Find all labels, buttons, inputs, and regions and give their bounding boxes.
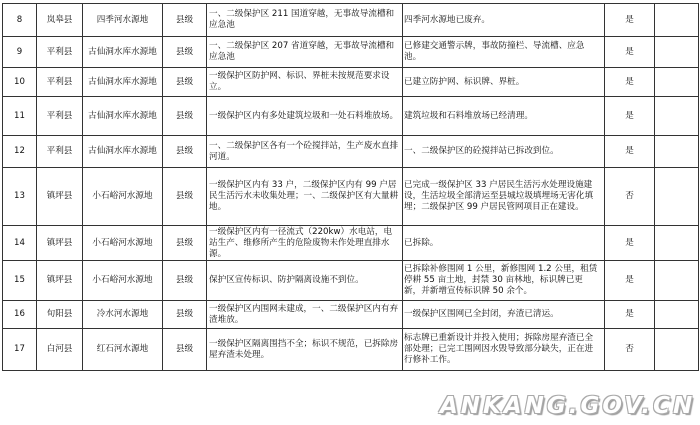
water-source-cell: 四季河水源地 <box>83 4 163 37</box>
problem-cell: 一级保护区内有一径流式（220kw）水电站，电站生产、维修所产生的危险废物未作处理直排水源。 <box>207 226 403 261</box>
row-number-cell: 10 <box>3 68 37 97</box>
completed-cell: 是 <box>605 136 655 168</box>
row-number-cell: 14 <box>3 226 37 261</box>
problem-cell: 一级保护区内有多处建筑垃圾和一处石料堆放场。 <box>207 97 403 136</box>
level-cell: 县级 <box>163 97 207 136</box>
table-row <box>3 68 699 97</box>
water-source-cell: 冷水河水源地 <box>83 301 163 329</box>
level-cell: 县级 <box>163 68 207 97</box>
water-source-cell: 小石峪河水源地 <box>83 168 163 226</box>
row-number-cell: 15 <box>3 261 37 301</box>
blank-cell <box>655 97 699 136</box>
blank-cell <box>655 168 699 226</box>
measure-cell: 四季河水源地已废弃。 <box>403 4 605 37</box>
site-watermark: ANKANG.GOV.CN <box>440 393 696 419</box>
measure-cell: 已修建交通警示牌，事故防撞栏、导流槽、应急池。 <box>403 37 605 68</box>
water-source-cell: 小石峪河水源地 <box>83 226 163 261</box>
completed-cell: 是 <box>605 4 655 37</box>
row-number-cell: 8 <box>3 4 37 37</box>
county-cell: 岚皋县 <box>37 4 83 37</box>
water-source-cell: 古仙洞水库水源地 <box>83 37 163 68</box>
blank-cell <box>655 261 699 301</box>
county-cell: 平利县 <box>37 68 83 97</box>
level-cell: 县级 <box>163 136 207 168</box>
problem-cell: 一、二级保护区 207 省道穿越，无事故导流槽和应急池 <box>207 37 403 68</box>
measure-cell: 标志牌已重新设计并投入使用；拆除房屋弃渣已全部处理；已完工围网因水毁导致部分缺失，正在进行修补工作。 <box>403 329 605 371</box>
measure-cell: 一、二级保护区的砼搅拌站已拆改到位。 <box>403 136 605 168</box>
measure-cell: 已建立防护网、标识牌、界桩。 <box>403 68 605 97</box>
row-number-cell: 16 <box>3 301 37 329</box>
table-row <box>3 329 699 371</box>
completed-cell: 是 <box>605 97 655 136</box>
problem-cell: 保护区宣传标识、防护隔离设施不到位。 <box>207 261 403 301</box>
problem-cell: 一级保护区内围网未建成，一、二级保护区内有弃渣堆放。 <box>207 301 403 329</box>
problem-cell: 一级保护区防护网、标识、界桩未按规范要求设立。 <box>207 68 403 97</box>
completed-cell: 否 <box>605 329 655 371</box>
table-row <box>3 301 699 329</box>
county-cell: 镇坪县 <box>37 261 83 301</box>
county-cell: 平利县 <box>37 97 83 136</box>
water-source-cell: 小石峪河水源地 <box>83 261 163 301</box>
county-cell: 旬阳县 <box>37 301 83 329</box>
level-cell: 县级 <box>163 261 207 301</box>
completed-cell: 是 <box>605 226 655 261</box>
table-body <box>3 4 699 371</box>
level-cell: 县级 <box>163 4 207 37</box>
measure-cell: 已拆除。 <box>403 226 605 261</box>
table-row <box>3 97 699 136</box>
completed-cell: 是 <box>605 68 655 97</box>
blank-cell <box>655 68 699 97</box>
county-cell: 白河县 <box>37 329 83 371</box>
problem-cell: 一级保护区隔离围挡不全；标识不规范，已拆除房屋弃渣未处理。 <box>207 329 403 371</box>
blank-cell <box>655 4 699 37</box>
level-cell: 县级 <box>163 301 207 329</box>
table-row <box>3 226 699 261</box>
water-source-cell: 古仙洞水库水源地 <box>83 68 163 97</box>
row-number-cell: 17 <box>3 329 37 371</box>
problem-cell: 一、二级保护区各有一个砼搅拌站，生产废水直排河道。 <box>207 136 403 168</box>
measure-cell: 已拆除补修围网 1 公里，新修围网 1.2 公里，租赁停耕 55 亩土地，封禁 30 亩林地，标识牌已更新，并新增宣传标识牌 50 余个。 <box>403 261 605 301</box>
blank-cell <box>655 37 699 68</box>
county-cell: 镇坪县 <box>37 168 83 226</box>
blank-cell <box>655 329 699 371</box>
row-number-cell: 9 <box>3 37 37 68</box>
measure-cell: 已完成一级保护区 33 户居民生活污水处理设施建设，生活垃圾全部清运至县城垃圾填埋场无害化填埋；二级保护区 99 户居民管网项目正在建设。 <box>403 168 605 226</box>
completed-cell: 是 <box>605 301 655 329</box>
problem-cell: 一、二级保护区 211 国道穿越，无事故导流槽和应急池 <box>207 4 403 37</box>
blank-cell <box>655 136 699 168</box>
measure-cell: 建筑垃圾和石料堆放场已经清理。 <box>403 97 605 136</box>
county-cell: 镇坪县 <box>37 226 83 261</box>
table-row <box>3 168 699 226</box>
water-source-cell: 古仙洞水库水源地 <box>83 97 163 136</box>
blank-cell <box>655 226 699 261</box>
measure-cell: 一级保护区围网已全封闭，弃渣已清运。 <box>403 301 605 329</box>
row-number-cell: 11 <box>3 97 37 136</box>
row-number-cell: 13 <box>3 168 37 226</box>
problem-cell: 一级保护区内有 33 户，二级保护区内有 99 户居民生活污水未收集处理；一、二级保护区有大量耕地。 <box>207 168 403 226</box>
table-row <box>3 261 699 301</box>
row-number-cell: 12 <box>3 136 37 168</box>
blank-cell <box>655 301 699 329</box>
table-row <box>3 37 699 68</box>
county-cell: 平利县 <box>37 37 83 68</box>
water-source-cell: 红石河水源地 <box>83 329 163 371</box>
county-cell: 平利县 <box>37 136 83 168</box>
rectification-table <box>2 3 699 371</box>
level-cell: 县级 <box>163 37 207 68</box>
level-cell: 县级 <box>163 226 207 261</box>
level-cell: 县级 <box>163 168 207 226</box>
table-row <box>3 4 699 37</box>
table-row <box>3 136 699 168</box>
completed-cell: 否 <box>605 168 655 226</box>
water-source-cell: 古仙洞水库水源地 <box>83 136 163 168</box>
level-cell: 县级 <box>163 329 207 371</box>
completed-cell: 是 <box>605 261 655 301</box>
completed-cell: 是 <box>605 37 655 68</box>
